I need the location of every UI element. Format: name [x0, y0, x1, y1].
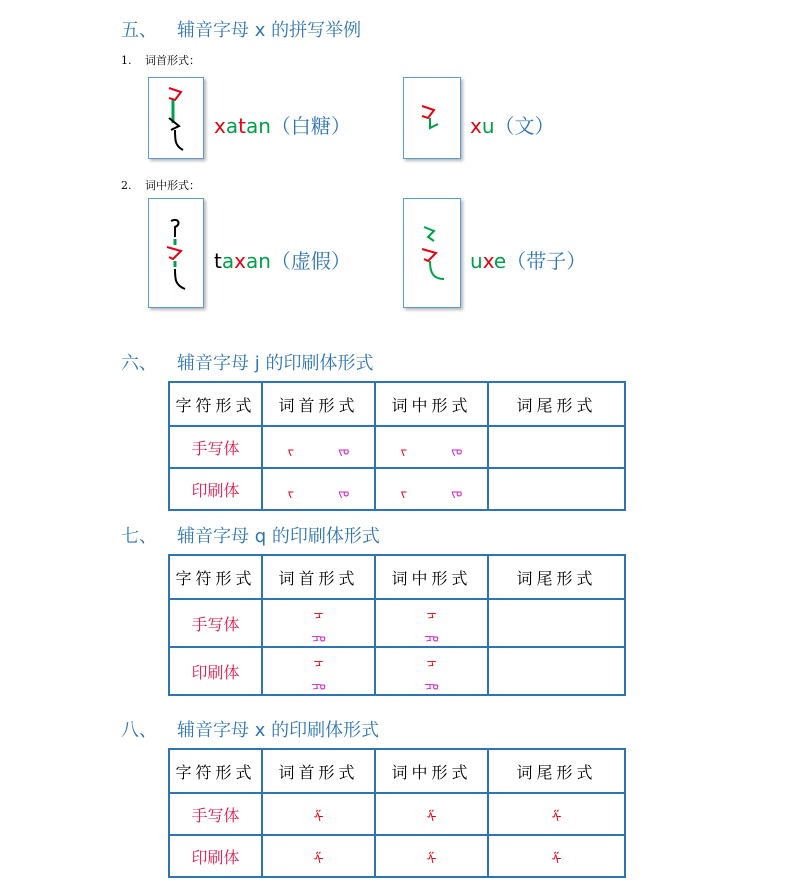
letter: x — [470, 114, 482, 138]
header-cell: 字符形式 — [169, 749, 262, 793]
list-number: 2. — [121, 179, 132, 192]
glyph-cell — [262, 793, 375, 835]
glyph: ᠴᠣ — [311, 631, 326, 646]
glyph: ᠵᠣ — [451, 485, 463, 501]
glyph: ᠱ — [551, 810, 562, 826]
glyph: ᠵ — [400, 443, 408, 459]
list-text: 词首形式： — [145, 54, 200, 67]
glyph-cell — [262, 468, 375, 510]
medial-form-label — [121, 177, 200, 193]
table-row — [169, 835, 625, 877]
mongolian-script-image — [404, 78, 460, 158]
table-header-row — [169, 749, 625, 793]
glyph-cell — [375, 599, 488, 647]
glyph: ᠴ — [426, 656, 437, 671]
row-label: 手写体 — [169, 426, 262, 468]
header-cell: 词中形式 — [375, 749, 488, 793]
table-header-row — [169, 382, 625, 426]
glyph: ᠱ — [313, 810, 324, 826]
glyph-cell — [262, 599, 375, 647]
letter: an — [245, 249, 271, 273]
j-forms-table — [168, 381, 626, 511]
row-label: 印刷体 — [169, 468, 262, 510]
glyph-cell — [488, 599, 625, 647]
header-cell: 词尾形式 — [488, 382, 625, 426]
letter: u — [481, 114, 495, 138]
glyph: ᠴ — [313, 608, 324, 623]
letter: a — [221, 249, 235, 273]
mongolian-script-image — [149, 78, 203, 158]
section-number: 五、 — [121, 20, 157, 41]
initial-form-label — [121, 52, 200, 68]
letter: e — [493, 249, 507, 273]
glyph: ᠱ — [426, 810, 437, 826]
table-header-row — [169, 555, 625, 599]
mongolian-word-card-taxan — [148, 198, 204, 308]
x-forms-table — [168, 748, 626, 878]
word-uxe — [470, 245, 586, 274]
header-cell: 词首形式 — [262, 382, 375, 426]
glyph: ᠵ — [400, 485, 408, 501]
section-7-heading — [121, 522, 380, 548]
section-5-heading — [121, 16, 361, 42]
glyph-cell — [375, 647, 488, 695]
glyph-cell — [488, 468, 625, 510]
glyph-cell — [488, 835, 625, 877]
letter: x — [234, 249, 246, 273]
gloss: （虚假） — [270, 249, 351, 273]
section-6-heading — [121, 349, 373, 375]
glyph: ᠴ — [313, 656, 324, 671]
glyph: ᠵ — [287, 443, 295, 459]
letter: t — [214, 249, 222, 273]
section-title: 辅音字母 j 的印刷体形式 — [177, 353, 374, 374]
section-title: 辅音字母 x 的印刷体形式 — [177, 720, 380, 741]
mongolian-script-image — [404, 199, 460, 307]
word-xatan — [214, 110, 351, 139]
glyph-cell — [488, 426, 625, 468]
section-title: 辅音字母 q 的印刷体形式 — [177, 526, 380, 547]
glyph-cell — [375, 468, 488, 510]
gloss: （带子） — [506, 249, 587, 273]
letter: a — [225, 114, 239, 138]
word-xu — [470, 110, 555, 139]
row-label: 手写体 — [169, 599, 262, 647]
glyph: ᠵ — [287, 485, 295, 501]
header-cell: 词首形式 — [262, 555, 375, 599]
glyph: ᠱ — [426, 852, 437, 868]
mongolian-word-card-uxe — [403, 198, 461, 308]
table-row — [169, 793, 625, 835]
letter: x — [214, 114, 226, 138]
glyph-cell — [375, 793, 488, 835]
row-label: 印刷体 — [169, 835, 262, 877]
glyph-cell — [262, 426, 375, 468]
glyph-cell — [488, 793, 625, 835]
glyph-cell — [262, 647, 375, 695]
header-cell: 词尾形式 — [488, 555, 625, 599]
word-taxan — [214, 245, 351, 274]
row-label: 手写体 — [169, 793, 262, 835]
mongolian-word-card-xu — [403, 77, 461, 159]
section-number: 七、 — [121, 526, 157, 547]
mongolian-word-card-xatan — [148, 77, 204, 159]
glyph: ᠴᠣ — [424, 631, 439, 646]
header-cell: 字符形式 — [169, 555, 262, 599]
header-cell: 字符形式 — [169, 382, 262, 426]
header-cell: 词尾形式 — [488, 749, 625, 793]
letter: an — [245, 114, 271, 138]
header-cell: 词中形式 — [375, 382, 488, 426]
header-cell: 词中形式 — [375, 555, 488, 599]
glyph-cell — [262, 835, 375, 877]
glyph-cell — [375, 835, 488, 877]
glyph: ᠵᠣ — [338, 485, 350, 501]
glyph: ᠱ — [313, 852, 324, 868]
gloss: （白糖） — [270, 114, 351, 138]
table-row — [169, 599, 625, 647]
glyph: ᠴᠣ — [311, 679, 326, 694]
glyph: ᠴᠣ — [424, 679, 439, 694]
glyph-cell — [375, 426, 488, 468]
mongolian-script-image — [149, 199, 203, 307]
glyph: ᠴ — [426, 608, 437, 623]
letter: t — [238, 114, 246, 138]
letter: u — [470, 249, 483, 273]
section-8-heading — [121, 716, 379, 742]
q-forms-table — [168, 554, 626, 696]
glyph: ᠵᠣ — [451, 443, 463, 459]
header-cell: 词首形式 — [262, 749, 375, 793]
section-number: 八、 — [121, 720, 157, 741]
table-row — [169, 647, 625, 695]
list-text: 词中形式： — [145, 179, 200, 192]
glyph-cell — [488, 647, 625, 695]
table-row — [169, 426, 625, 468]
section-number: 六、 — [121, 353, 157, 374]
letter: x — [482, 249, 494, 273]
row-label: 印刷体 — [169, 647, 262, 695]
table-row — [169, 468, 625, 510]
glyph: ᠵᠣ — [338, 443, 350, 459]
section-title: 辅音字母 x 的拼写举例 — [177, 20, 362, 41]
list-number: 1. — [121, 54, 132, 67]
glyph: ᠱ — [551, 852, 562, 868]
gloss: （文） — [494, 114, 555, 138]
